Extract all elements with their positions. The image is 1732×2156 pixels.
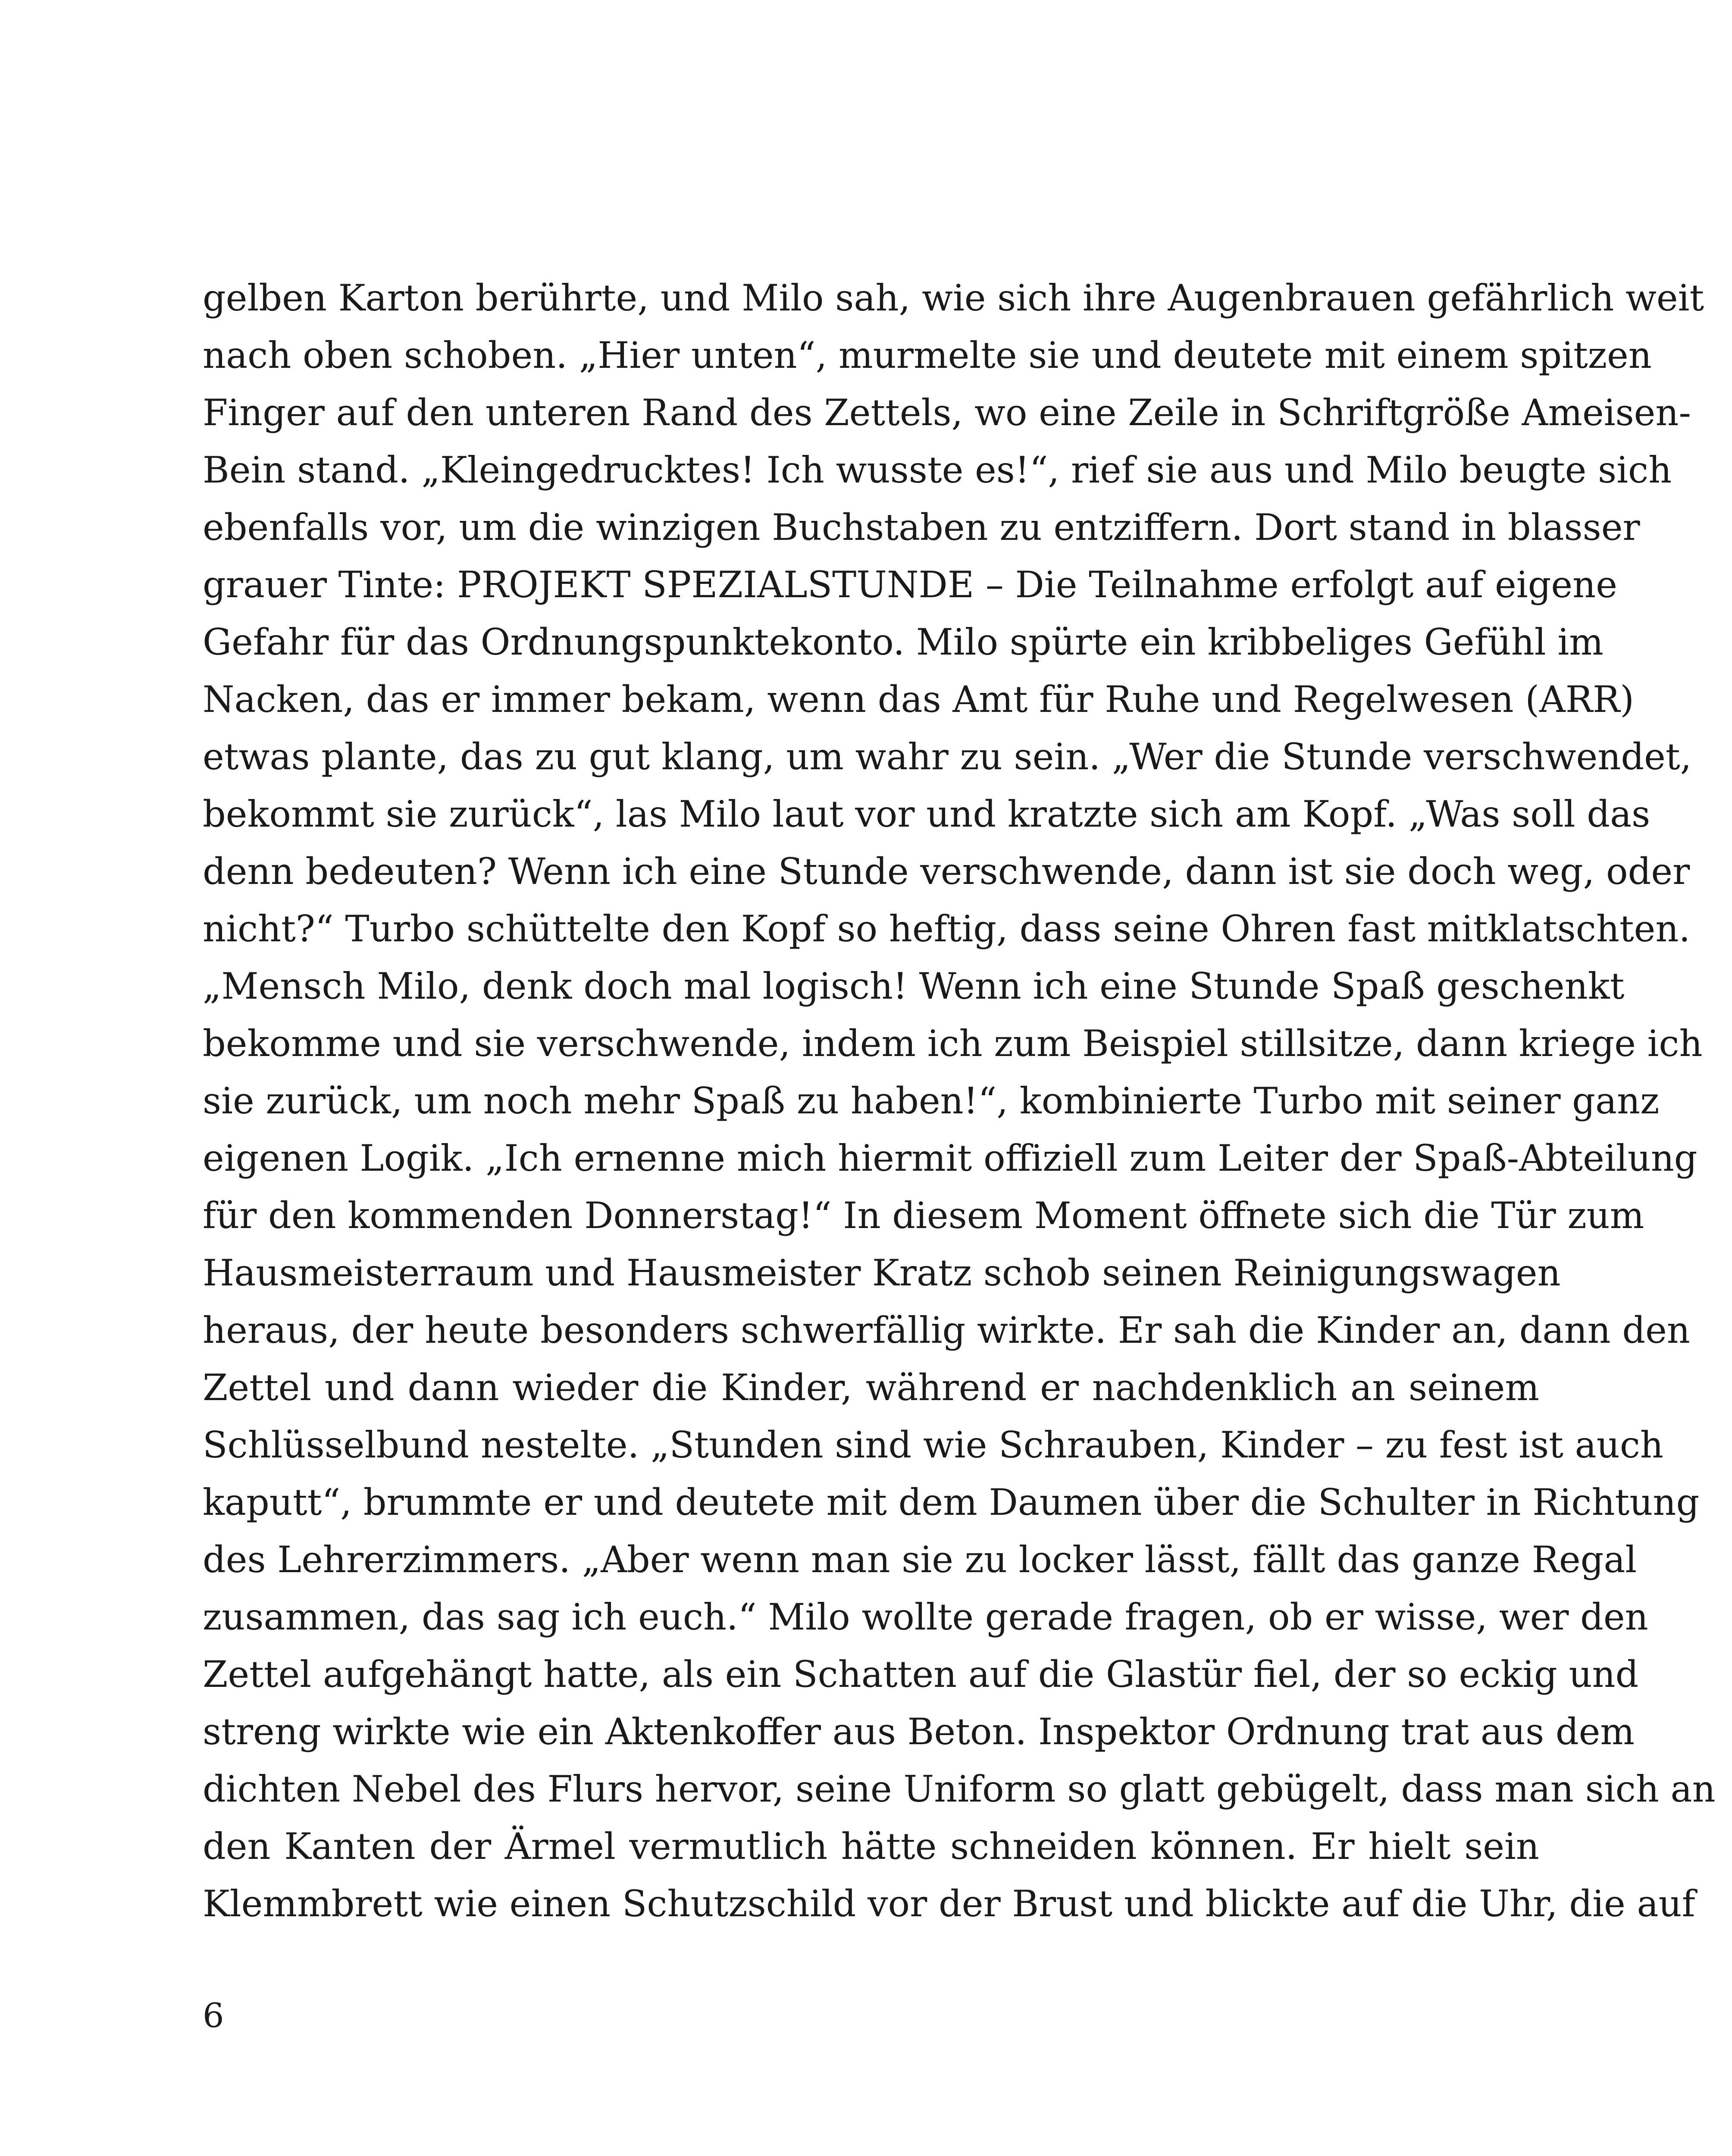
text-line: eigenen Logik. „Ich ernenne mich hiermit offiziell zum Leiter der Spaß-Abteilung — [203, 1137, 1698, 1179]
text-line: heraus, der heute besonders schwerfällig wirkte. Er sah die Kinder an, dann den — [203, 1309, 1690, 1351]
text-line: nicht?“ Turbo schüttelte den Kopf so heftig, dass seine Ohren fast mitklatschten. — [203, 908, 1691, 950]
text-line: Hausmeisterraum und Hausmeister Kratz schob seinen Reinigungswagen — [203, 1252, 1561, 1294]
text-line: Finger auf den unteren Rand des Zettels, wo eine Zeile in Schriftgröße Ameisen- — [203, 392, 1691, 434]
text-line: für den kommenden Donnerstag!“ In diesem Moment öffnete sich die Tür zum — [203, 1194, 1644, 1237]
text-line: Bein stand. „Kleingedrucktes! Ich wusste es!“, rief sie aus und Milo beugte sich — [203, 449, 1672, 491]
text-line: streng wirkte wie ein Aktenkoffer aus Beton. Inspektor Ordnung trat aus dem — [203, 1711, 1635, 1753]
text-line: kaputt“, brummte er und deutete mit dem Daumen über die Schulter in Richtung — [203, 1481, 1700, 1523]
text-line: zusammen, das sag ich euch.“ Milo wollte gerade fragen, ob er wisse, wer den — [203, 1596, 1648, 1638]
page-number: 6 — [203, 1996, 224, 2035]
text-line: Zettel und dann wieder die Kinder, während er nachdenklich an seinem — [203, 1366, 1539, 1409]
text-line: den Kanten der Ärmel vermutlich hätte schneiden können. Er hielt sein — [203, 1825, 1539, 1868]
text-line: bekommt sie zurück“, las Milo laut vor und kratzte sich am Kopf. „Was soll das — [203, 793, 1651, 835]
text-line: Schlüsselbund nestelte. „Stunden sind wie Schrauben, Kinder – zu fest ist auch — [203, 1424, 1663, 1466]
text-line: gelben Karton berührte, und Milo sah, wie sich ihre Augenbrauen gefährlich weit — [203, 277, 1704, 319]
text-line: Klemmbrett wie einen Schutzschild vor der Brust und blickte auf die Uhr, die auf — [203, 1883, 1695, 1925]
text-line: Nacken, das er immer bekam, wenn das Amt für Ruhe und Regelwesen (ARR) — [203, 678, 1634, 721]
text-line: grauer Tinte: PROJEKT SPEZIALSTUNDE – Die Teilnahme erfolgt auf eigene — [203, 564, 1617, 606]
text-line: denn bedeuten? Wenn ich eine Stunde verschwende, dann ist sie doch weg, oder — [203, 850, 1690, 893]
body-text — [203, 270, 1716, 1933]
text-line: dichten Nebel des Flurs hervor, seine Uniform so glatt gebügelt, dass man sich an — [203, 1768, 1716, 1810]
text-line: Zettel aufgehängt hatte, als ein Schatten auf die Glastür fiel, der so eckig und — [203, 1653, 1639, 1695]
text-line: „Mensch Milo, denk doch mal logisch! Wenn ich eine Stunde Spaß geschenkt — [203, 965, 1625, 1007]
text-line: nach oben schoben. „Hier unten“, murmelte sie und deutete mit einem spitzen — [203, 334, 1652, 376]
text-line: Gefahr für das Ordnungspunktekonto. Milo spürte ein kribbeliges Gefühl im — [203, 621, 1604, 663]
text-line: sie zurück, um noch mehr Spaß zu haben!“, kombinierte Turbo mit seiner ganz — [203, 1080, 1660, 1122]
text-line: ebenfalls vor, um die winzigen Buchstaben zu entziffern. Dort stand in blasser — [203, 506, 1640, 548]
text-line: bekomme und sie verschwende, indem ich zum Beispiel stillsitze, dann kriege ich — [203, 1022, 1703, 1065]
text-line: etwas plante, das zu gut klang, um wahr zu sein. „Wer die Stunde verschwendet, — [203, 736, 1692, 778]
text-line: des Lehrerzimmers. „Aber wenn man sie zu locker lässt, fällt das ganze Regal — [203, 1539, 1637, 1581]
